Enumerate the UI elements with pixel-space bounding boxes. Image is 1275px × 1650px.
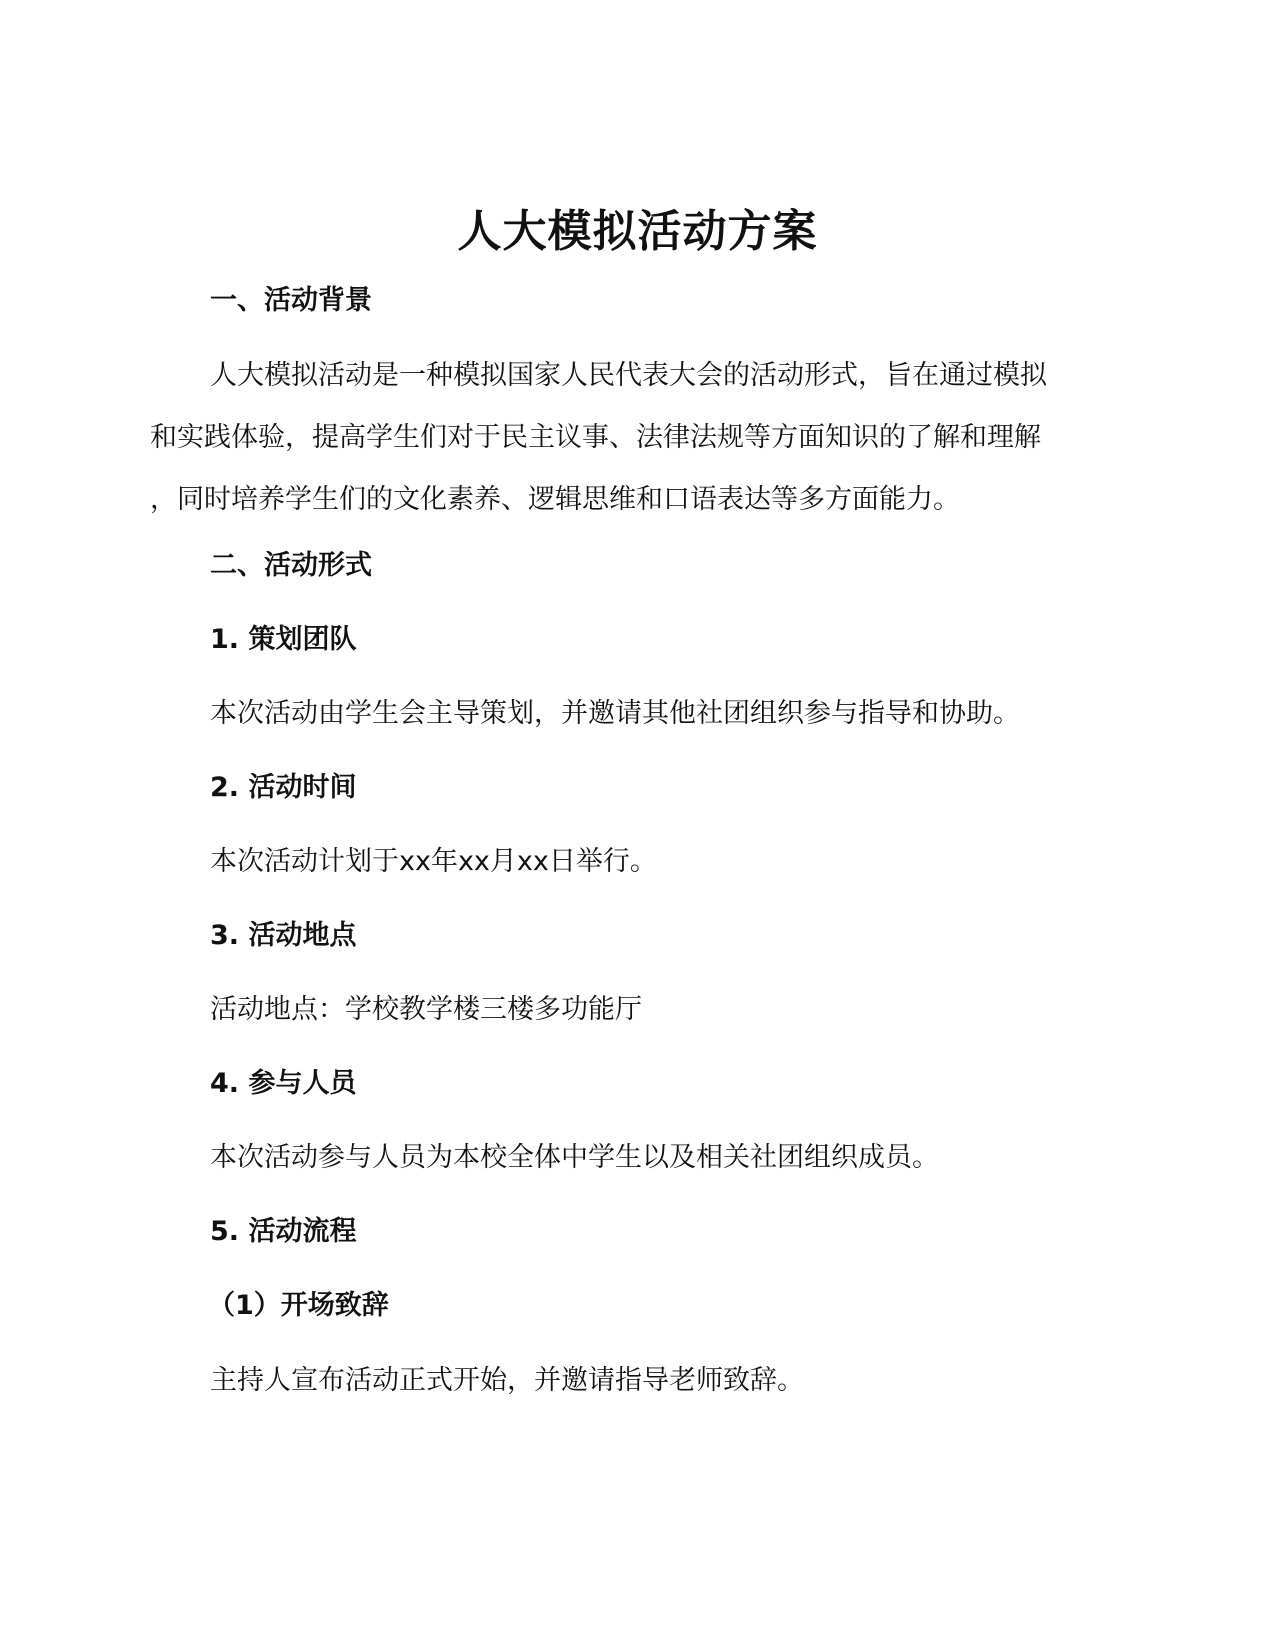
section-heading-background: 一、活动背景 bbox=[210, 285, 372, 316]
item-text-time: 本次活动计划于xx年xx月xx日举行。 bbox=[210, 846, 657, 877]
item-text-planning-team: 本次活动由学生会主导策划，并邀请其他社团组织参与指导和协助。 bbox=[210, 698, 1020, 729]
paragraph-line: ，同时培养学生们的文化素养、逻辑思维和口语表达等多方面能力。 bbox=[150, 484, 960, 515]
item-text-location: 活动地点：学校教学楼三楼多功能厅 bbox=[210, 994, 642, 1025]
item-heading-time: 2. 活动时间 bbox=[210, 772, 357, 803]
background-paragraph bbox=[150, 345, 1125, 531]
paragraph-line: 人大模拟活动是一种模拟国家人民代表大会的活动形式，旨在通过模拟 bbox=[210, 360, 1047, 391]
section-heading-format: 二、活动形式 bbox=[210, 550, 372, 581]
step-text-opening: 主持人宣布活动正式开始，并邀请指导老师致辞。 bbox=[210, 1365, 804, 1396]
paragraph-line: 和实践体验，提高学生们对于民主议事、法律法规等方面知识的了解和理解 bbox=[150, 422, 1041, 453]
item-text-participants: 本次活动参与人员为本校全体中学生以及相关社团组织成员。 bbox=[210, 1142, 939, 1173]
item-heading-planning-team: 1. 策划团队 bbox=[210, 624, 357, 655]
document-title: 人大模拟活动方案 bbox=[457, 206, 818, 257]
step-heading-opening: （1）开场致辞 bbox=[208, 1290, 389, 1321]
item-heading-participants: 4. 参与人员 bbox=[210, 1068, 357, 1099]
item-heading-location: 3. 活动地点 bbox=[210, 920, 357, 951]
item-heading-process: 5. 活动流程 bbox=[210, 1216, 357, 1247]
